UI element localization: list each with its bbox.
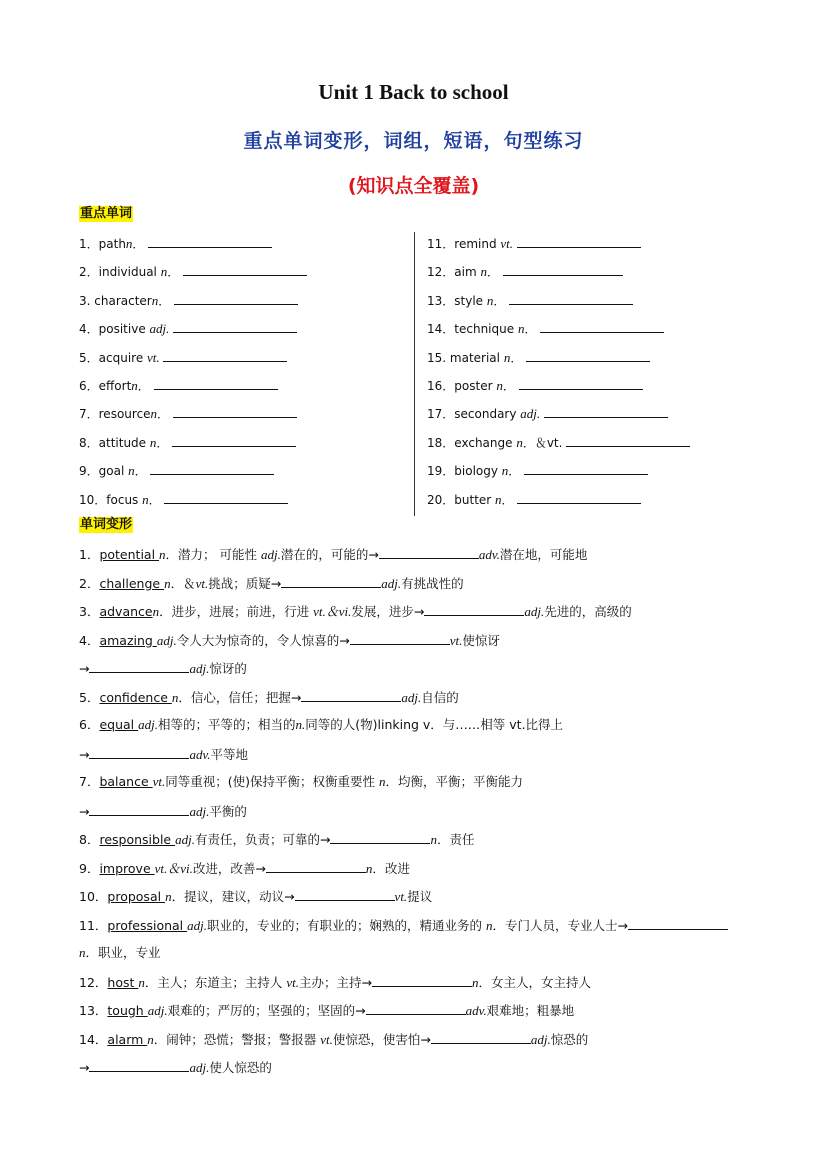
key-word-item (427, 377, 643, 394)
item-word: acquire (98, 350, 148, 365)
item-tail: ． (132, 237, 145, 251)
part-of-speech: n (131, 378, 138, 393)
item-number: 2． (79, 575, 100, 591)
part-of-speech: vt.＆vi. (313, 604, 352, 619)
item-tail: ． (508, 464, 521, 479)
item-tail: ． (502, 379, 515, 393)
key-word-item (79, 263, 307, 280)
item-definition: 平等地 (210, 746, 249, 762)
word-form-item (79, 803, 247, 820)
part-of-speech: vt. (500, 236, 514, 251)
item-tail: ． (157, 407, 170, 422)
item-number: 9． (79, 464, 99, 479)
key-word-item (427, 462, 648, 479)
answer-blank[interactable] (509, 292, 633, 305)
item-definition: 潜在的，可能的→ (280, 547, 379, 562)
item-word: remind (454, 237, 501, 251)
part-of-speech: n (495, 491, 502, 507)
item-number: 4． (79, 632, 100, 648)
answer-blank[interactable] (503, 263, 623, 276)
item-word: improve (99, 860, 155, 876)
item-definition: ．信心，信任；把握→ (178, 689, 302, 705)
item-number: 12． (427, 265, 455, 280)
part-of-speech: vt. (449, 632, 463, 648)
key-word-item (79, 349, 287, 366)
item-definition: 有责任，负责；可靠的→ (194, 832, 331, 847)
item-tail: ． (510, 350, 523, 365)
part-of-speech: n (496, 378, 503, 393)
answer-blank[interactable] (301, 689, 401, 702)
part-of-speech: n (430, 832, 437, 847)
item-tail: ． (167, 265, 180, 280)
part-of-speech: n (159, 547, 166, 562)
item-definition: ．闹钟；恐慌；警报；警报器 (153, 1031, 321, 1047)
item-word: goal (98, 464, 129, 479)
item-word: potential (99, 547, 160, 562)
part-of-speech: adv. (465, 1003, 487, 1018)
answer-blank[interactable] (266, 860, 366, 873)
section-key-words: 重点单词 (80, 206, 133, 221)
answer-blank[interactable] (524, 462, 648, 475)
key-word-item (79, 235, 272, 252)
answer-blank[interactable] (519, 377, 643, 390)
part-of-speech: n (149, 434, 157, 450)
item-definition: 职业的，专业的；有职业的；娴熟的，精通业务的 (207, 917, 486, 933)
item-number: 5． (79, 350, 99, 365)
item-word: biology (454, 464, 502, 479)
answer-blank[interactable] (540, 320, 664, 333)
item-definition: 相等的；平等的；相当的 (157, 717, 296, 732)
part-of-speech: adj. (147, 1003, 168, 1018)
item-definition: 使惊讶 (462, 632, 500, 648)
item-definition: 艰难地；粗暴地 (486, 1003, 575, 1018)
part-of-speech: vt. (320, 1031, 333, 1047)
item-number: 17． (427, 407, 455, 422)
document-title: Unit 1 Back to school (318, 80, 509, 104)
word-form-item (79, 660, 247, 677)
item-definition: ．改进 (372, 860, 410, 876)
part-of-speech: adj. (138, 717, 158, 732)
item-word: amazing (99, 632, 157, 648)
answer-blank[interactable] (366, 1002, 466, 1015)
item-word: host (107, 974, 139, 990)
answer-blank[interactable] (154, 377, 278, 390)
key-word-item (79, 377, 278, 394)
part-of-speech: n (365, 860, 373, 876)
item-definition: 自信的 (421, 689, 459, 705)
item-word: aim (454, 265, 481, 280)
answer-blank[interactable] (431, 1031, 531, 1044)
part-of-speech: adv. (189, 746, 211, 762)
answer-blank[interactable] (517, 235, 641, 248)
item-word: positive (98, 322, 150, 337)
answer-blank[interactable] (89, 746, 189, 759)
item-number: 3． (79, 604, 100, 619)
item-tail: ． (486, 265, 499, 280)
part-of-speech: vt.＆vi. (154, 860, 193, 876)
item-definition: 使惊恐，使害怕→ (332, 1031, 431, 1047)
item-definition: ．专门人员，专业人士→ (492, 917, 628, 933)
part-of-speech: vt. (147, 349, 160, 365)
item-number: 3. (79, 293, 95, 308)
part-of-speech: vt. (394, 889, 408, 904)
word-form-item (79, 888, 432, 905)
part-of-speech: n (485, 917, 493, 933)
key-word-item (79, 405, 297, 422)
item-definition: 惊恐的 (550, 1031, 589, 1047)
answer-blank[interactable] (183, 263, 307, 276)
item-word: secondary (454, 407, 521, 422)
item-number: 11． (79, 917, 108, 933)
answer-blank[interactable] (295, 888, 395, 901)
key-word-item (79, 491, 288, 508)
word-form-item (79, 632, 500, 649)
part-of-speech: adj. (175, 832, 195, 847)
item-definition: ．进步，进展；前进，行进 (159, 604, 314, 619)
item-definition: ．责任 (436, 832, 475, 847)
item-tail: ．＆vt. (522, 435, 563, 450)
item-word: balance (99, 774, 153, 789)
item-definition: 平衡的 (209, 803, 247, 819)
item-number: 14． (79, 1031, 108, 1047)
item-word: alarm (107, 1031, 148, 1047)
answer-blank[interactable] (173, 405, 297, 418)
key-word-item (427, 320, 664, 337)
part-of-speech: n (147, 1031, 154, 1047)
part-of-speech: adj. (189, 1060, 210, 1075)
part-of-speech: adj. (381, 575, 402, 591)
part-of-speech: n (151, 292, 159, 308)
item-number: 16． (427, 379, 455, 393)
item-number: 13． (427, 293, 455, 308)
key-word-item (427, 434, 690, 451)
item-word: attitude (98, 435, 150, 450)
key-word-item (79, 320, 297, 337)
part-of-speech: n (128, 463, 135, 479)
item-number: 18． (427, 435, 455, 450)
word-form-item (79, 689, 459, 706)
answer-blank[interactable] (330, 831, 430, 844)
answer-blank[interactable] (174, 292, 298, 305)
answer-blank[interactable] (281, 575, 381, 588)
answer-blank[interactable] (163, 349, 287, 362)
item-number: 6． (79, 379, 99, 393)
key-word-item (427, 235, 641, 252)
item-number: 13． (79, 1003, 108, 1018)
item-definition: 改进，改善→ (192, 860, 266, 876)
part-of-speech: n (142, 491, 149, 507)
item-word: advance (99, 604, 153, 619)
answer-blank[interactable] (517, 491, 641, 504)
part-of-speech: adj. (187, 917, 207, 933)
item-word: equal (99, 717, 139, 732)
key-word-item (79, 462, 274, 479)
item-number: 19． (427, 464, 455, 479)
part-of-speech: n (125, 236, 133, 251)
part-of-speech: adj. (520, 406, 541, 422)
part-of-speech: adj. (530, 1031, 551, 1047)
item-number: 1． (79, 237, 99, 251)
item-tail: ． (158, 293, 171, 308)
item-definition: ．职业，专业 (85, 945, 161, 960)
item-tail: ． (501, 492, 514, 507)
answer-blank[interactable] (148, 235, 272, 248)
item-word: style (454, 293, 487, 308)
item-number: 6． (79, 717, 100, 732)
item-number: 4． (79, 322, 99, 337)
part-of-speech: adj. (156, 632, 177, 648)
word-form-item (79, 746, 248, 763)
answer-blank[interactable] (526, 349, 650, 362)
item-number: 8． (79, 832, 100, 847)
part-of-speech: n (138, 974, 145, 990)
part-of-speech: n (152, 604, 160, 619)
item-word: poster (454, 379, 497, 393)
answer-blank[interactable] (164, 491, 288, 504)
part-of-speech: n (486, 292, 494, 308)
key-word-item (427, 292, 633, 309)
answer-blank[interactable] (372, 974, 472, 987)
answer-blank[interactable] (628, 917, 728, 930)
part-of-speech: n (164, 575, 171, 591)
item-definition: 艰难的；严厉的；坚强的；坚固的→ (167, 1003, 366, 1018)
item-word: character (94, 293, 152, 308)
part-of-speech: n (79, 945, 86, 960)
item-definition: 提议 (407, 889, 433, 904)
item-definition: 同等的人(物)linking v．与……相等 vt.比得上 (305, 717, 564, 732)
answer-blank[interactable] (424, 603, 524, 616)
item-definition: 主办；主持→ (299, 974, 372, 990)
item-word: tough (107, 1003, 148, 1018)
item-definition: ．潜力； 可能性 (165, 547, 261, 562)
word-form-item (79, 1031, 588, 1048)
word-form-item (79, 575, 464, 592)
item-word: confidence (99, 689, 172, 705)
item-definition: → (79, 1060, 90, 1075)
part-of-speech: n (516, 434, 523, 450)
item-definition: 令人大为惊奇的，令人惊喜的→ (176, 632, 350, 648)
item-word: challenge (99, 575, 165, 591)
part-of-speech: n. (295, 717, 306, 732)
answer-blank[interactable] (350, 632, 450, 645)
column-divider (414, 232, 415, 516)
part-of-speech: n (150, 406, 158, 422)
item-number: 11． (427, 237, 455, 251)
word-form-item (79, 974, 591, 991)
part-of-speech: vt. (152, 774, 166, 789)
item-definition: 惊讶的 (209, 661, 247, 676)
answer-blank[interactable] (89, 803, 189, 816)
item-word: exchange (454, 435, 517, 450)
part-of-speech: adj. (189, 803, 210, 819)
item-word: resource (98, 407, 151, 422)
item-tail: ． (524, 322, 537, 337)
part-of-speech: n (165, 889, 172, 904)
word-form-item (79, 945, 161, 961)
answer-blank[interactable] (150, 462, 274, 475)
item-definition: → (79, 661, 90, 676)
part-of-speech: adv. (478, 547, 500, 562)
key-word-item (427, 405, 668, 422)
part-of-speech: n (160, 264, 168, 280)
word-form-item (79, 860, 410, 877)
item-definition: 使人惊恐的 (209, 1060, 272, 1075)
part-of-speech: adj. (189, 661, 210, 676)
item-number: 10． (79, 889, 108, 904)
item-number: 10． (79, 492, 107, 507)
item-tail: ． (134, 464, 147, 479)
key-word-item (427, 491, 641, 508)
item-number: 5． (79, 689, 100, 705)
item-number: 9． (79, 860, 100, 876)
item-definition: → (79, 803, 90, 819)
item-number: 20． (427, 492, 455, 507)
item-number: 2． (79, 265, 99, 280)
item-definition: 同等重视；(使)保持平衡；权衡重要性 (165, 774, 380, 789)
item-word: butter (454, 492, 496, 507)
part-of-speech: n (379, 774, 386, 789)
item-word: individual (98, 265, 161, 280)
part-of-speech: n (517, 321, 525, 337)
item-word: responsible (99, 832, 176, 847)
word-form-item (79, 831, 474, 848)
part-of-speech: vt. (286, 974, 299, 990)
part-of-speech: adj. (260, 547, 281, 562)
coverage-note: (知识点全覆盖) (347, 175, 480, 197)
part-of-speech: n (171, 689, 179, 705)
part-of-speech: adj. (524, 604, 545, 619)
part-of-speech: n (503, 349, 511, 365)
item-number: 1． (79, 547, 100, 562)
item-number: 14． (427, 322, 455, 337)
item-word: professional (107, 917, 188, 933)
item-number: 8． (79, 435, 99, 450)
item-definition: 先进的，高级的 (544, 604, 632, 619)
item-word: path (98, 237, 126, 251)
item-word: technique (454, 322, 518, 337)
word-form-item (79, 917, 728, 934)
answer-blank[interactable] (173, 320, 297, 333)
item-tail: ． (148, 492, 161, 507)
item-number: 15. (427, 350, 450, 365)
item-number: 12． (79, 974, 108, 990)
item-word: proposal (107, 889, 166, 904)
part-of-speech: adj. (401, 689, 422, 705)
item-word: material (449, 350, 504, 365)
word-form-item (79, 1059, 272, 1076)
item-definition: ．女主人，女主持人 (478, 974, 591, 990)
key-word-item (79, 292, 298, 309)
word-form-item (79, 1002, 574, 1019)
part-of-speech: n (501, 463, 509, 479)
item-definition: ．均衡，平衡；平衡能力 (385, 774, 524, 789)
item-number: 7． (79, 774, 100, 789)
part-of-speech: adj. (149, 321, 170, 337)
item-definition: ．提议，建议，动议→ (171, 889, 295, 904)
answer-blank[interactable] (89, 660, 189, 673)
section-word-forms: 单词变形 (80, 517, 133, 532)
item-tail: ． (137, 379, 150, 393)
item-word: effort (98, 379, 132, 393)
word-form-item (79, 717, 563, 733)
item-tail: ． (493, 293, 506, 308)
item-definition: 有挑战性的 (401, 575, 464, 591)
key-word-item (79, 434, 296, 451)
item-word: focus (106, 492, 143, 507)
answer-blank[interactable] (544, 405, 668, 418)
part-of-speech: n (471, 974, 479, 990)
answer-blank[interactable] (172, 434, 296, 447)
key-word-item (427, 263, 623, 280)
key-word-item (427, 349, 650, 366)
item-definition: 潜在地，可能地 (499, 547, 588, 562)
document-subtitle: 重点单词变形，词组，短语，句型练习 (243, 130, 584, 152)
item-definition: 挑战；质疑→ (208, 575, 282, 591)
word-form-item (79, 774, 523, 790)
answer-blank[interactable] (566, 434, 690, 447)
word-form-item (79, 546, 587, 563)
word-form-item (79, 603, 632, 620)
answer-blank[interactable] (379, 546, 479, 559)
part-of-speech: n (480, 264, 487, 280)
item-definition: ．＆ (170, 575, 196, 591)
item-definition: ．主人；东道主；主持人 (144, 974, 287, 990)
item-definition: 发展，进步→ (351, 604, 425, 619)
item-definition: → (79, 746, 90, 762)
item-number: 7． (79, 407, 99, 422)
item-tail: ． (156, 435, 169, 450)
answer-blank[interactable] (89, 1059, 189, 1072)
part-of-speech: vt. (195, 575, 209, 591)
